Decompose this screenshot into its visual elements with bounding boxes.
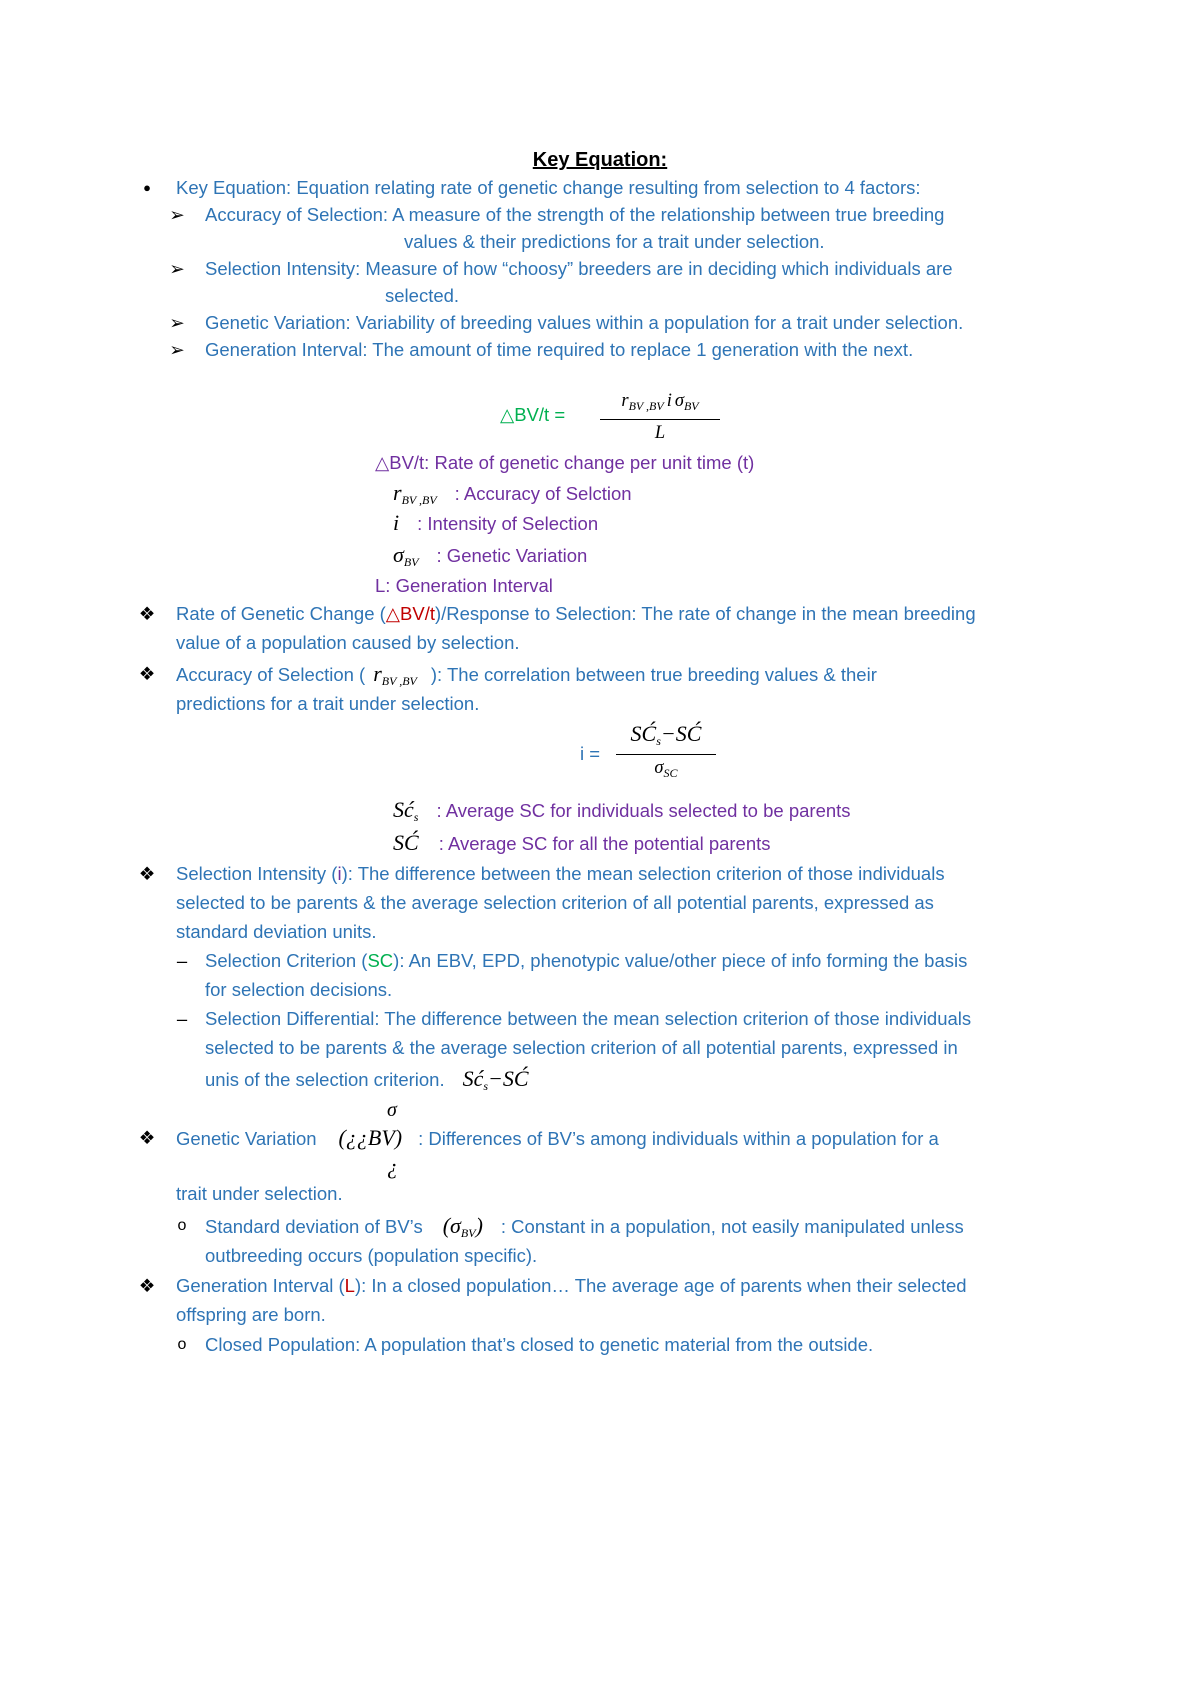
legend1-accuracy: $r_{BV ,BV}$ : Accuracy of Selction: [393, 480, 632, 507]
diamond-bullet-icon: ❖: [138, 863, 156, 884]
intensity-definition-cont1: selected to be parents & the average selection criterion of all potential parents, expressed as: [176, 892, 934, 913]
arrow-bullet-icon: ➢: [169, 312, 185, 333]
arrow-bullet-icon: ➢: [169, 258, 185, 279]
legend1-intensity: i : Intensity of Selection: [393, 510, 599, 535]
differential-definition-cont1: selected to be parents & the average selection criterion of all potential parents, expressed in: [205, 1037, 958, 1058]
accuracy-definition-cont: predictions for a trait under selection.: [176, 693, 480, 714]
sd-item-cont: outbreeding occurs (population specific).: [205, 1245, 538, 1266]
factor-intensity-cont: selected.: [385, 285, 460, 306]
differential-definition-cont2: unis of the selection criterion. $Sć_s-SĆ$: [205, 1066, 529, 1093]
circle-bullet-icon: o: [177, 1336, 187, 1353]
variation-definition-cont: trait under selection.: [176, 1183, 343, 1204]
accuracy-definition: Accuracy of Selection ( $r_{BV ,BV}$ ): The correlation between true breeding values & their: [176, 661, 877, 688]
sd-item: Standard deviation of BV’s $(\sigma_{BV})$ : Constant in a population, not easily manipulated unless: [205, 1213, 964, 1240]
legend1-variation: $\sigma_{BV}$ : Genetic Variation: [393, 542, 588, 569]
factor-accuracy-cont: values & their predictions for a trait under selection.: [404, 231, 825, 252]
arrow-bullet-icon: ➢: [169, 339, 185, 360]
interval-definition: Generation Interval (L): In a closed population… The average age of parents when their selected: [176, 1275, 967, 1296]
circle-bullet-icon: o: [177, 1217, 187, 1234]
criterion-definition-cont: for selection decisions.: [205, 979, 393, 1000]
page-title: Key Equation:: [532, 149, 668, 171]
equation1-fraction: $r_{BV ,BV}$ i $\sigma_{BV}$ L: [600, 389, 720, 445]
diamond-bullet-icon: ❖: [138, 1127, 156, 1148]
factor-intensity: Selection Intensity: Measure of how “choosy” breeders are in deciding which individuals are: [205, 258, 953, 279]
intensity-definition-cont2: standard deviation units.: [176, 921, 377, 942]
equation2-lhs: i =: [580, 743, 601, 764]
variation-symbol-bottom: ¿: [387, 1154, 398, 1179]
equation1-lhs: △BV/t =: [500, 404, 566, 425]
dash-bullet-icon: –: [176, 950, 188, 971]
differential-definition: Selection Differential: The difference between the mean selection criterion of those individuals: [205, 1008, 972, 1029]
bullet-dot-icon: ●: [143, 180, 151, 195]
intro-line: Key Equation: Equation relating rate of genetic change resulting from selection to 4 factors:: [176, 177, 921, 198]
factor-interval: Generation Interval: The amount of time required to replace 1 generation with the next.: [205, 339, 914, 360]
legend1-rate: △BV/t: Rate of genetic change per unit time (t): [375, 452, 755, 473]
variation-symbol-top: σ: [387, 1099, 397, 1121]
intensity-definition: Selection Intensity (i): The difference between the mean selection criterion of those individuals: [176, 863, 945, 884]
interval-definition-cont: offspring are born.: [176, 1304, 326, 1325]
criterion-definition: Selection Criterion (SC): An EBV, EPD, phenotypic value/other piece of info forming the basis: [205, 950, 968, 971]
arrow-bullet-icon: ➢: [169, 204, 185, 225]
rate-definition-cont: value of a population caused by selection.: [176, 632, 520, 653]
closed-population-item: Closed Population: A population that’s closed to genetic material from the outside.: [205, 1334, 874, 1355]
diamond-bullet-icon: ❖: [138, 1275, 156, 1296]
equation2-fraction: $SĆ_s-SĆ$ $\sigma_{SC}$: [616, 722, 716, 785]
diamond-bullet-icon: ❖: [138, 603, 156, 624]
legend2-selected: $Sć_s$ : Average SC for individuals selected to be parents: [393, 797, 851, 824]
diamond-bullet-icon: ❖: [138, 663, 156, 684]
factor-variation: Genetic Variation: Variability of breeding values within a population for a trait under selection.: [205, 312, 964, 333]
legend2-all: SĆ : Average SC for all the potential parents: [393, 830, 771, 855]
factor-accuracy: Accuracy of Selection: A measure of the strength of the relationship between true breeding: [205, 204, 945, 225]
variation-definition: Genetic Variation (¿¿BV) : Differences of BV’s among individuals within a population for a: [176, 1125, 939, 1150]
legend1-interval: L: Generation Interval: [375, 575, 553, 596]
dash-bullet-icon: –: [176, 1008, 188, 1029]
rate-definition: Rate of Genetic Change (△BV/t)/Response to Selection: The rate of change in the mean breeding: [176, 603, 976, 624]
